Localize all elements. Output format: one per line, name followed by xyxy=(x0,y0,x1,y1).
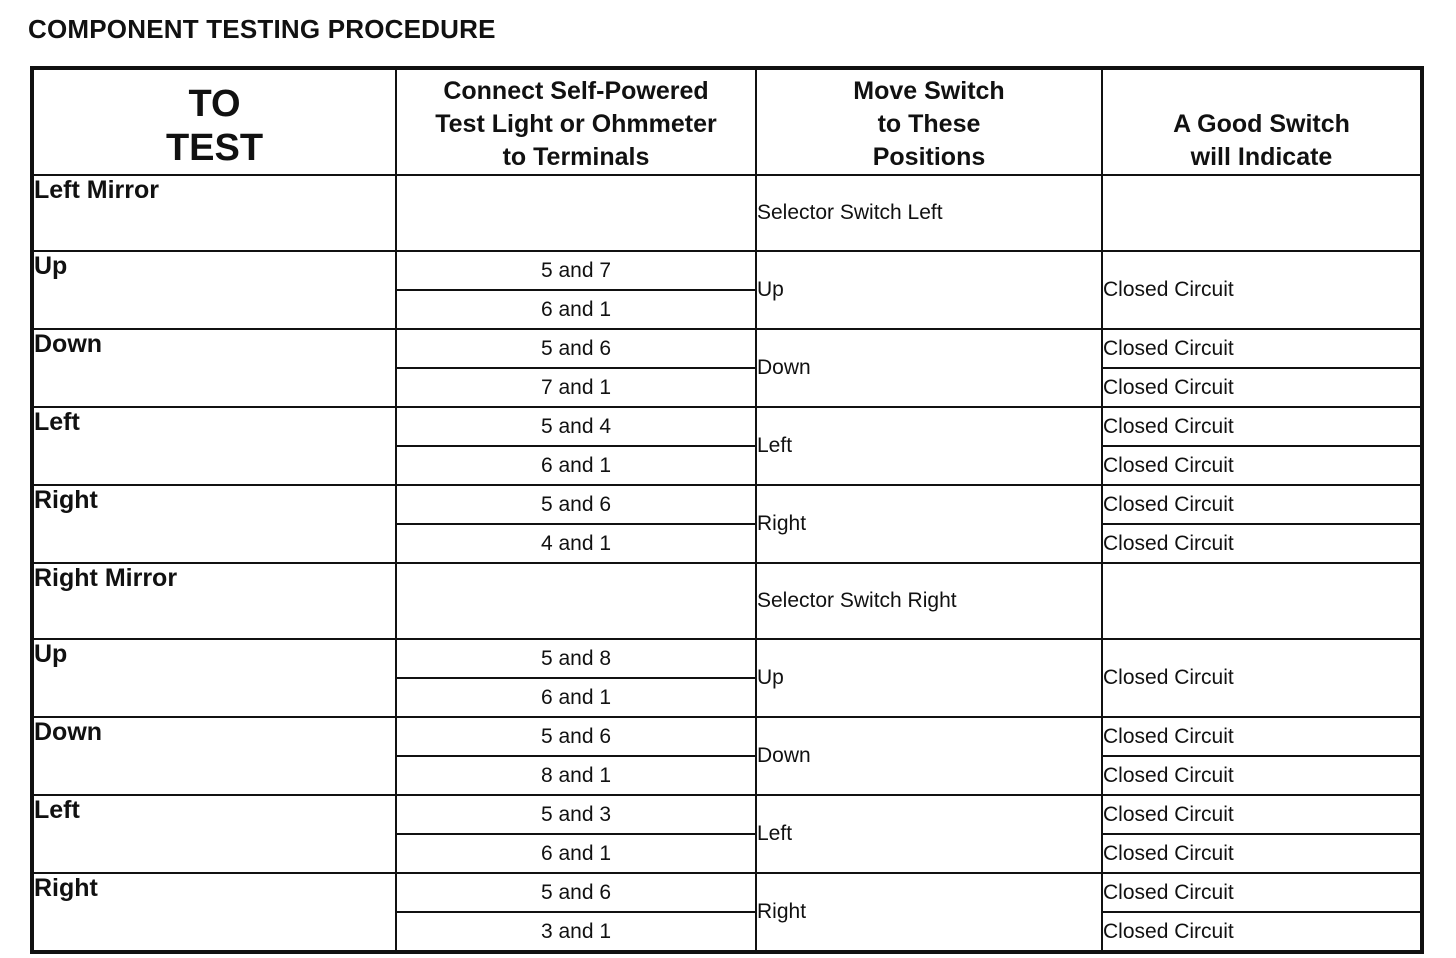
position-cell: Selector Switch Right xyxy=(756,563,1102,639)
header-indicate xyxy=(1102,68,1422,175)
terminals-cell xyxy=(396,563,756,639)
terminals-cell: 5 and 7 xyxy=(396,251,756,290)
terminals-cell: 7 and 1 xyxy=(396,368,756,407)
indicate-cell xyxy=(1102,175,1422,251)
indicate-cell: Closed Circuit xyxy=(1102,368,1422,407)
test-cell: Left xyxy=(32,795,396,873)
terminals-cell: 5 and 6 xyxy=(396,717,756,756)
test-cell: Left Mirror xyxy=(32,175,396,251)
test-cell: Right xyxy=(32,873,396,952)
table-row xyxy=(32,563,1422,639)
terminals-cell: 3 and 1 xyxy=(396,912,756,952)
header-to-test-line2: TEST xyxy=(165,127,264,169)
terminals-cell: 4 and 1 xyxy=(396,524,756,563)
table-row xyxy=(32,251,1422,290)
table-row xyxy=(32,639,1422,678)
indicate-cell xyxy=(1102,563,1422,639)
header-terminals-line1: Connect Self-Powered xyxy=(443,77,709,105)
header-indicate-line1: A Good Switch xyxy=(1173,110,1350,138)
indicate-cell: Closed Circuit xyxy=(1102,485,1422,524)
testing-procedure-table xyxy=(30,66,1424,954)
table-row xyxy=(32,329,1422,368)
table-row xyxy=(32,485,1422,524)
position-cell: Up xyxy=(756,251,1102,329)
terminals-cell: 6 and 1 xyxy=(396,446,756,485)
terminals-cell: 6 and 1 xyxy=(396,834,756,873)
indicate-cell: Closed Circuit xyxy=(1102,912,1422,952)
position-cell: Left xyxy=(756,795,1102,873)
indicate-cell: Closed Circuit xyxy=(1102,639,1422,717)
position-cell: Right xyxy=(756,873,1102,952)
page-title: COMPONENT TESTING PROCEDURE xyxy=(28,14,496,44)
header-row xyxy=(32,68,1422,175)
header-terminals-line2: Test Light or Ohmmeter xyxy=(435,110,717,138)
terminals-cell: 5 and 6 xyxy=(396,873,756,912)
terminals-cell: 6 and 1 xyxy=(396,290,756,329)
header-indicate-line2: will Indicate xyxy=(1190,143,1333,171)
header-positions-line2: to These xyxy=(877,110,981,138)
terminals-cell: 5 and 3 xyxy=(396,795,756,834)
indicate-cell: Closed Circuit xyxy=(1102,524,1422,563)
position-cell: Left xyxy=(756,407,1102,485)
indicate-cell: Closed Circuit xyxy=(1102,446,1422,485)
indicate-cell: Closed Circuit xyxy=(1102,795,1422,834)
header-positions-line1: Move Switch xyxy=(853,77,1005,105)
test-cell: Down xyxy=(32,329,396,407)
terminals-cell: 8 and 1 xyxy=(396,756,756,795)
test-cell: Left xyxy=(32,407,396,485)
indicate-cell: Closed Circuit xyxy=(1102,756,1422,795)
indicate-cell: Closed Circuit xyxy=(1102,251,1422,329)
test-cell: Right xyxy=(32,485,396,563)
position-cell: Up xyxy=(756,639,1102,717)
position-cell: Down xyxy=(756,329,1102,407)
indicate-cell: Closed Circuit xyxy=(1102,717,1422,756)
indicate-cell: Closed Circuit xyxy=(1102,329,1422,368)
indicate-cell: Closed Circuit xyxy=(1102,407,1422,446)
test-cell: Up xyxy=(32,639,396,717)
position-cell: Right xyxy=(756,485,1102,563)
terminals-cell xyxy=(396,175,756,251)
indicate-cell: Closed Circuit xyxy=(1102,873,1422,912)
position-cell: Selector Switch Left xyxy=(756,175,1102,251)
position-cell: Down xyxy=(756,717,1102,795)
header-terminals-line3: to Terminals xyxy=(502,143,650,171)
indicate-cell: Closed Circuit xyxy=(1102,834,1422,873)
table-row xyxy=(32,717,1422,756)
terminals-cell: 5 and 6 xyxy=(396,329,756,368)
header-positions xyxy=(756,68,1102,175)
table-row xyxy=(32,795,1422,834)
test-cell: Up xyxy=(32,251,396,329)
terminals-cell: 5 and 8 xyxy=(396,639,756,678)
header-positions-line3: Positions xyxy=(872,143,986,171)
terminals-cell: 5 and 6 xyxy=(396,485,756,524)
table-row xyxy=(32,407,1422,446)
header-terminals xyxy=(396,68,756,175)
terminals-cell: 6 and 1 xyxy=(396,678,756,717)
header-to-test xyxy=(32,68,396,175)
header-to-test-line1: TO xyxy=(188,83,241,125)
terminals-cell: 5 and 4 xyxy=(396,407,756,446)
test-cell: Down xyxy=(32,717,396,795)
test-cell: Right Mirror xyxy=(32,563,396,639)
table-row xyxy=(32,873,1422,912)
table-row xyxy=(32,175,1422,251)
